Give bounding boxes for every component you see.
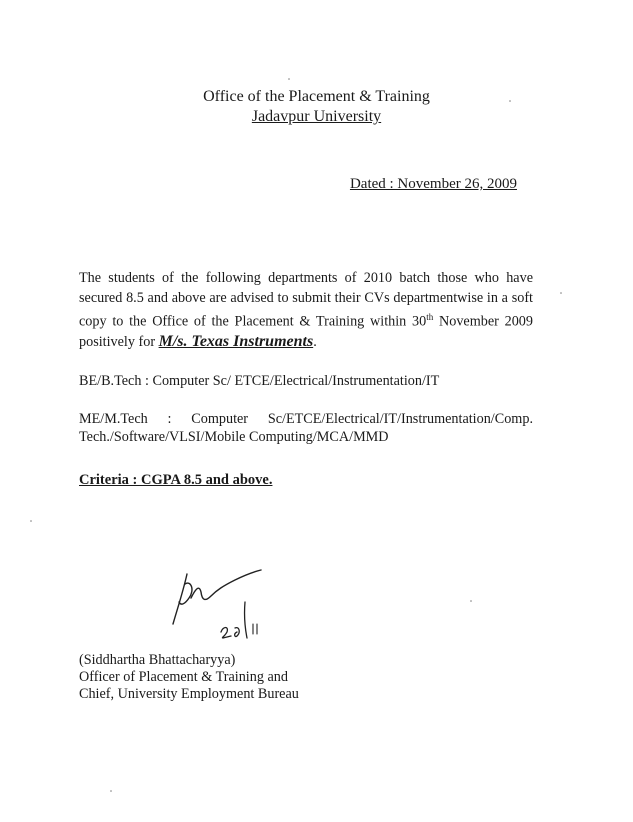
notice-paragraph: The students of the following departments of 2010 batch those who have secured 8.5 and above are advised to submit their CVs departmentwise in a soft copy to the Office of the Placement & Training within 30th November 2009 positively for M/s. Texas Instruments. [79,270,533,351]
signatory-name: (Siddhartha Bhattacharyya) [79,652,236,668]
be-departments: BE/B.Tech : Computer Sc/ ETCE/Electrical/Instrumentation/IT [79,373,440,389]
signatory-block [79,652,299,703]
scan-speck [288,78,290,80]
handwritten-signature [165,562,275,642]
signatory-title-1: Officer of Placement & Training and [79,669,288,685]
me-departments: ME/M.Tech : Computer Sc/ETCE/Electrical/IT/Instrumentation/Comp. Tech./Software/VLSI/Mobile Computing/MCA/MMD [79,411,533,445]
office-title: Office of the Placement & Training [203,88,430,105]
company-name: M/s. Texas Instruments [158,333,314,351]
scan-speck [509,100,511,102]
scan-speck [470,600,472,602]
date-line: Dated : November 26, 2009 [349,176,517,192]
criteria-line: Criteria : CGPA 8.5 and above. [79,472,273,488]
scan-speck [110,790,112,792]
scan-speck [560,292,562,294]
scan-speck [30,520,32,522]
signatory-title-2: Chief, University Employment Bureau [79,686,299,702]
university-title: Jadavpur University [251,108,382,125]
